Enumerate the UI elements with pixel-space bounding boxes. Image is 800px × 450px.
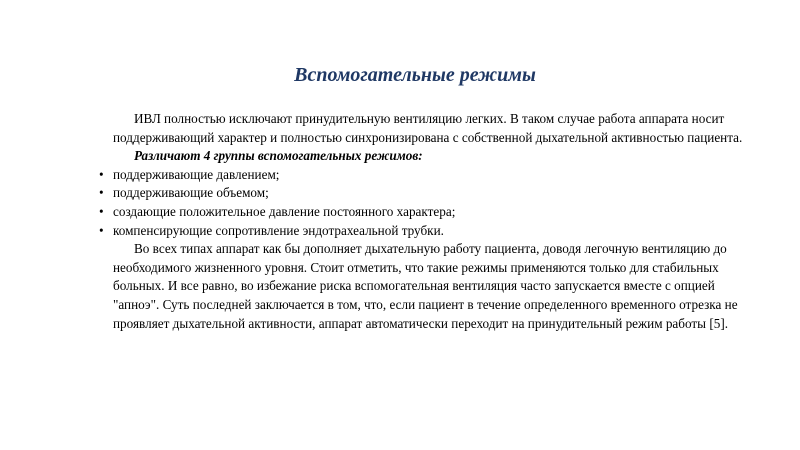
bullet-icon: •: [99, 185, 104, 201]
bullet-icon: •: [99, 203, 104, 219]
list-item: [99, 166, 743, 185]
list-item: [99, 203, 743, 222]
list-item-text: создающие положительное давление постоянного характера;: [113, 203, 456, 219]
groups-heading: Различают 4 группы вспомогательных режимов:: [134, 148, 423, 164]
bullet-icon: •: [99, 222, 104, 238]
intro-paragraph: ИВЛ полностью исключают принудительную вентиляцию легких. В таком случае работа аппарата носит поддерживающий характер и полностью синхронизирована с собственной дыхательной активностью пациента.: [113, 111, 743, 145]
bullet-icon: •: [99, 166, 104, 182]
conclusion-paragraph: Во всех типах аппарат как бы дополняет дыхательную работу пациента, доводя легочную вентиляцию до необходимого жизненного уровня. Стоит отметить, что такие режимы применяются только для стабильных больных. И все равно, во избежание риска вспомогательная вентиляция часто запускается вместе с опцией "апноэ". Суть последней заключается в том, что, если пациент в течение определенного временного отрезка не проявляет дыхательной активности, аппарат автоматически переходит на принудительный режим работы [5].: [113, 241, 738, 331]
list-item: [99, 184, 743, 203]
list-item: [99, 222, 743, 241]
list-item-text: компенсирующие сопротивление эндотрахеальной трубки.: [113, 222, 444, 238]
groups-list: [99, 166, 743, 240]
list-item-text: поддерживающие давлением;: [113, 166, 280, 182]
list-item-text: поддерживающие объемом;: [113, 185, 269, 201]
slide-body: [99, 110, 743, 333]
slide-title: Вспомогательные режимы: [294, 64, 536, 86]
